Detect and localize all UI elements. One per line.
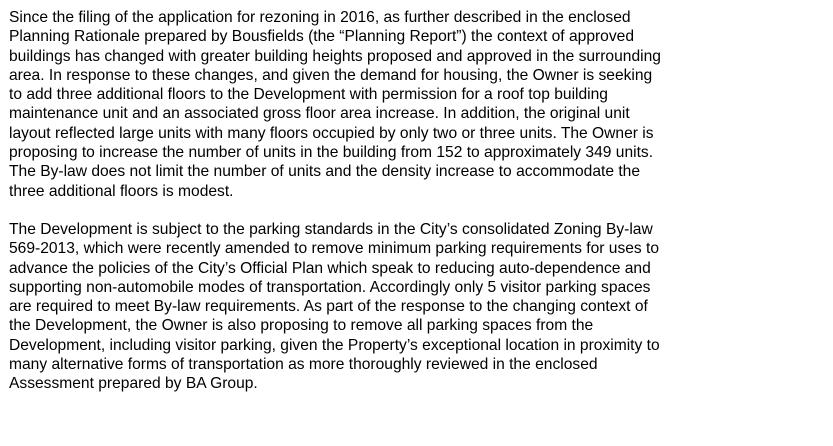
text-line: Development, including visitor parking, given the Property’s exceptional location in proximity to [9,336,660,354]
text-line: The By-law does not limit the number of units and the density increase to accommodate the [9,163,641,181]
text-line: the Development, the Owner is also proposing to remove all parking spaces from the [9,317,594,335]
text-line: to add three additional floors to the Development with permission for a roof top building [9,86,608,104]
text-line: are required to meet By-law requirements. As part of the response to the changing context of [9,298,648,316]
text-line: Since the filing of the application for rezoning in 2016, as further described in the enclosed [9,9,631,26]
text-line: area. In response to these changes, and given the demand for housing, the Owner is seeking [9,66,653,84]
text-line: The Development is subject to the parking standards in the City’s consolidated Zoning By-law [9,220,653,238]
text-line: many alternative forms of transportation as more thoroughly reviewed in the enclosed [9,356,598,374]
text-line: 569-2013, which were recently amended to remove minimum parking requirements for uses to [9,240,660,258]
paragraph-spacer [9,201,829,220]
text-line: buildings has changed with greater building heights proposed and approved in the surrounding [9,47,661,65]
text-line: three additional floors is modest. [9,182,234,200]
text-line: proposing to increase the number of units in the building from 152 to approximately 349 units. [9,144,654,162]
text-line: maintenance unit and an associated gross floor area increase. In addition, the original unit [9,105,630,123]
paragraph-rezoning-context [9,8,829,201]
text-line: supporting non-automobile modes of transportation. Accordingly only 5 visitor parking spaces [9,278,651,296]
text-line: Planning Rationale prepared by Bousfields (the “Planning Report”) the context of approved [9,28,634,46]
document-body [9,8,829,394]
paragraph-parking-standards [9,220,829,394]
text-line: advance the policies of the City’s Official Plan which speak to reducing auto-dependence and [9,259,651,277]
text-line: layout reflected large units with many floors occupied by only two or three units. The Owner is [9,124,654,142]
text-line: Assessment prepared by BA Group. [9,375,258,393]
